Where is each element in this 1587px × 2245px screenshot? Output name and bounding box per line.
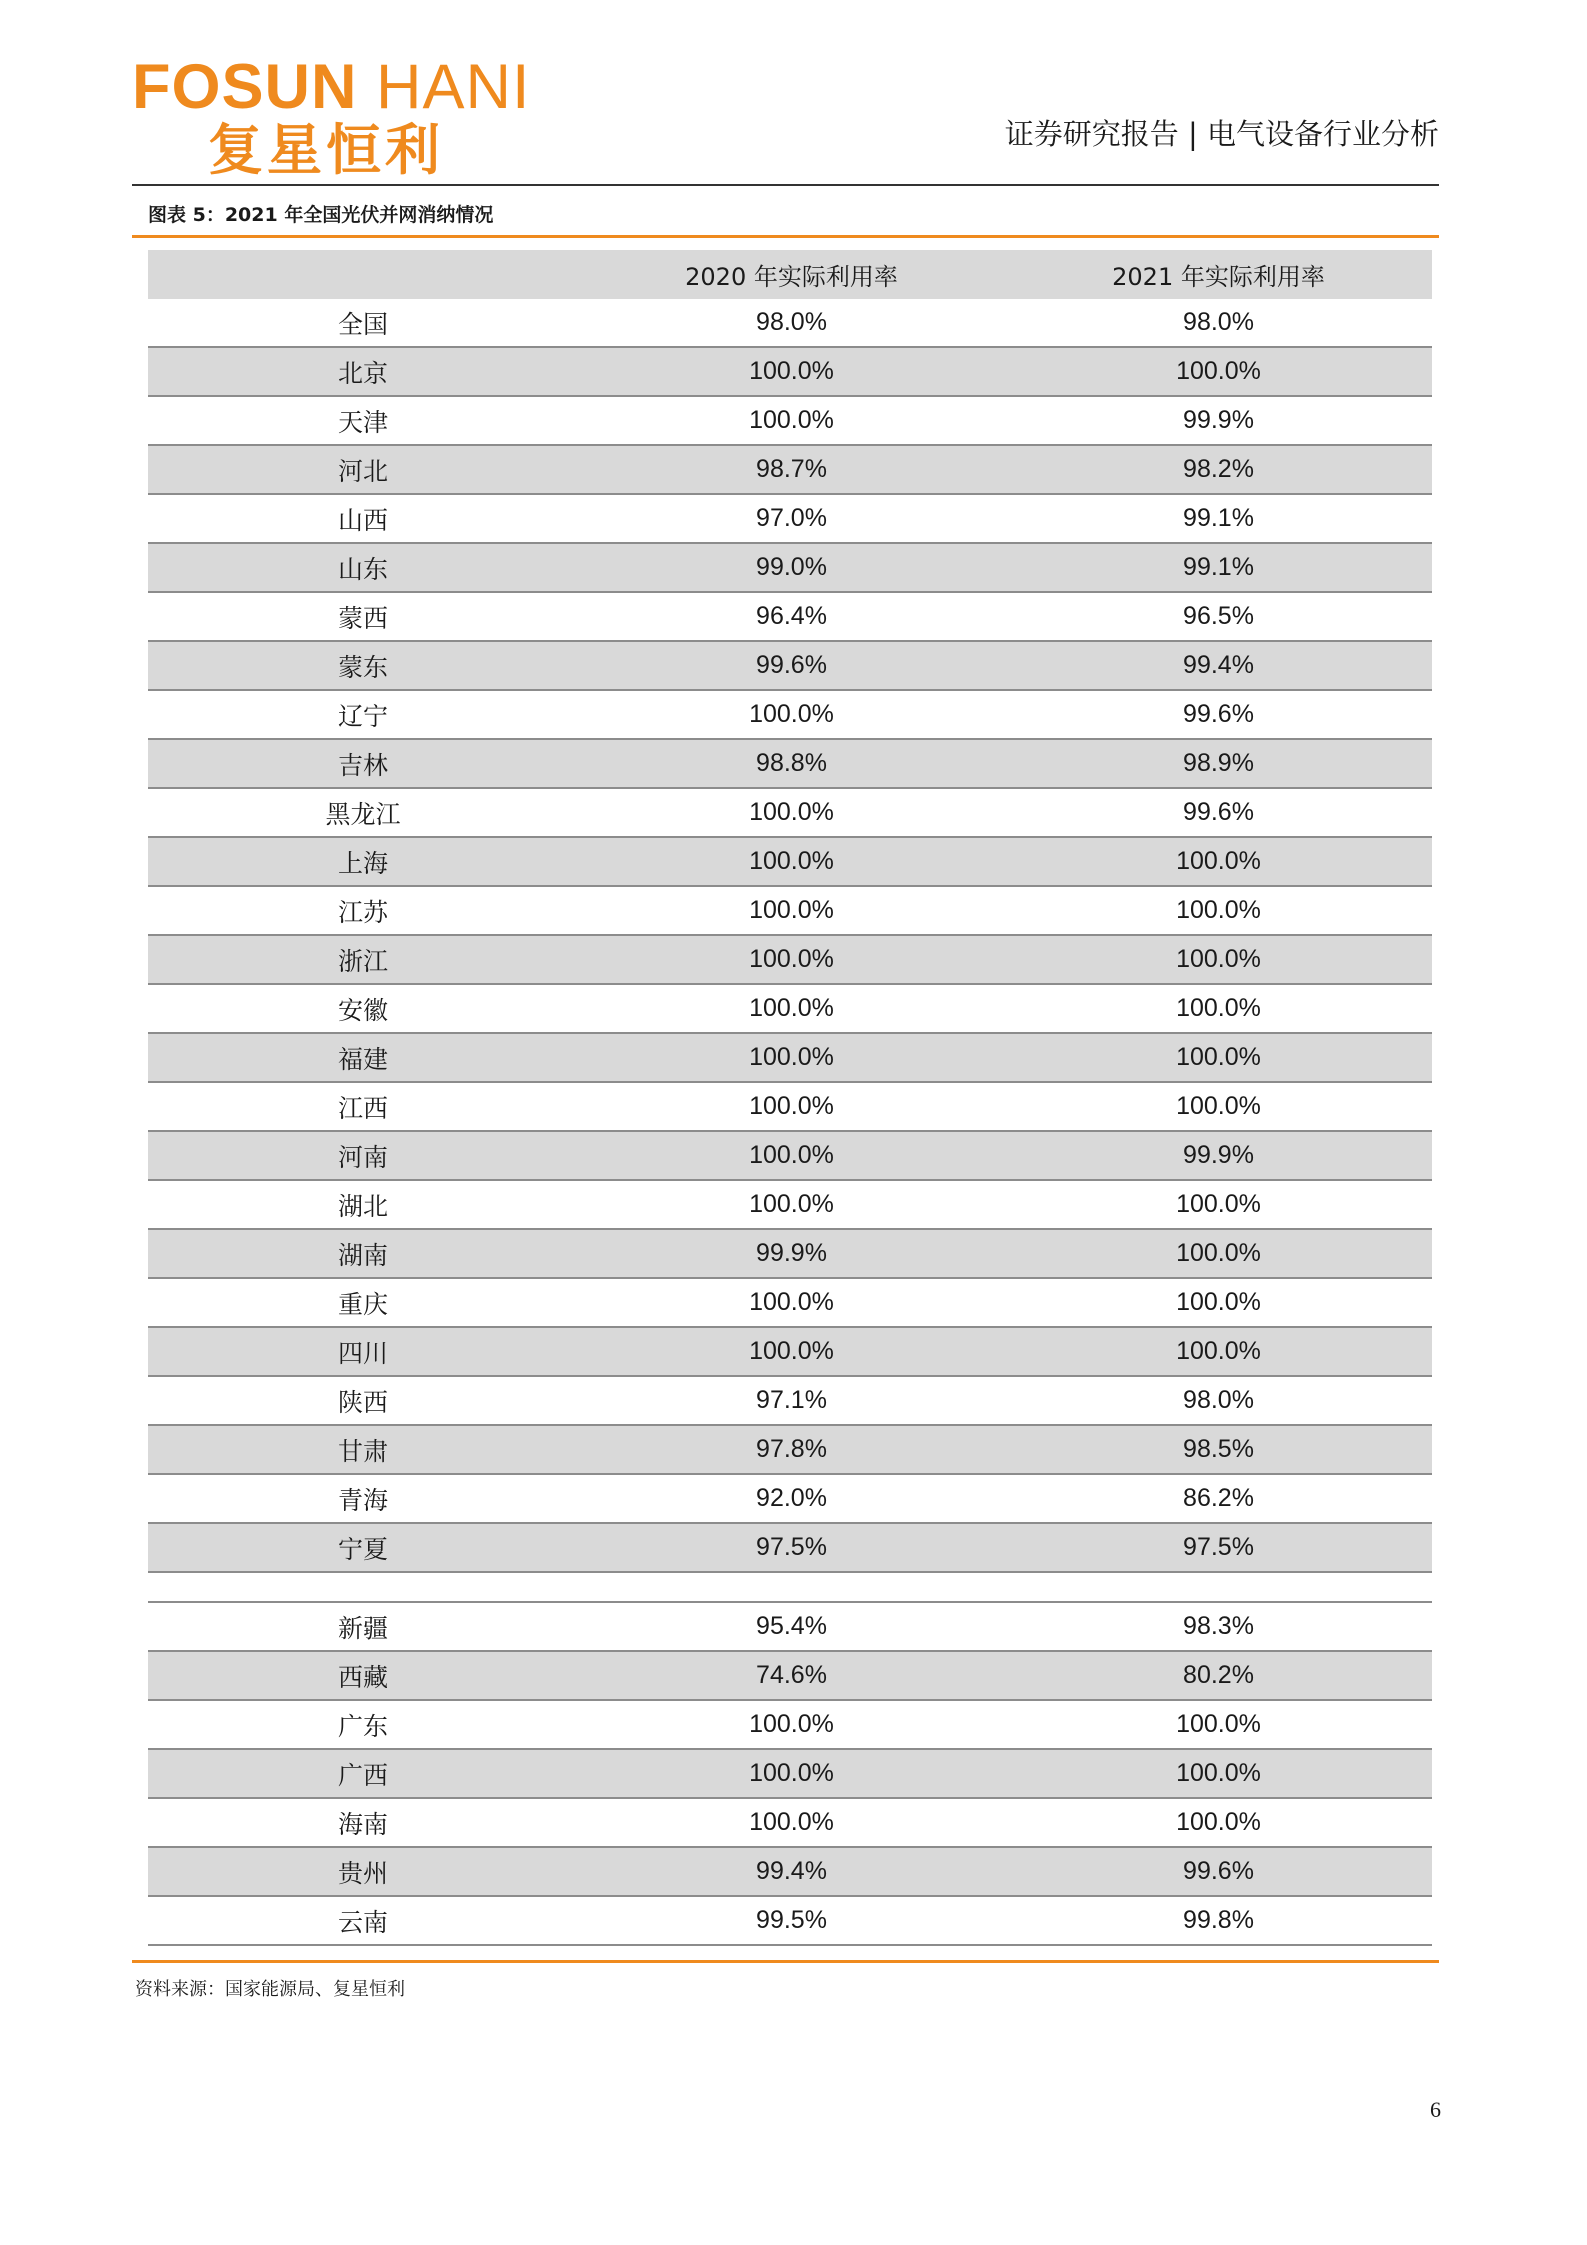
- region-cell: 贵州: [337, 1858, 388, 1888]
- value-2020-cell: 98.0%: [756, 308, 827, 336]
- region-cell: 上海: [337, 848, 388, 878]
- region-cell: 湖北: [337, 1191, 388, 1221]
- value-2020-cell: 97.0%: [756, 504, 827, 532]
- region-cell: 天津: [337, 407, 388, 437]
- value-2020-cell: 100.0%: [749, 1337, 834, 1365]
- value-2021-cell: 100.0%: [1176, 896, 1261, 924]
- value-2021-cell: 98.9%: [1183, 749, 1254, 777]
- value-2020-cell: 100.0%: [749, 896, 834, 924]
- table-row: [148, 1230, 1432, 1279]
- table-row: [148, 1034, 1432, 1083]
- region-cell: 海南: [337, 1809, 388, 1839]
- value-2020-cell: 100.0%: [749, 798, 834, 826]
- table-row: [148, 1279, 1432, 1328]
- region-cell: 蒙东: [337, 652, 388, 682]
- region-cell: 山西: [337, 505, 388, 535]
- region-cell: 吉林: [337, 750, 388, 780]
- table-row: [148, 1328, 1432, 1377]
- page-number: 6: [1430, 2097, 1441, 2122]
- header-2020: 2020 年实际利用率: [685, 263, 898, 291]
- value-2021-cell: 97.5%: [1183, 1533, 1254, 1561]
- region-cell: 江西: [337, 1093, 388, 1123]
- table-row: [148, 544, 1432, 593]
- table-row: [148, 397, 1432, 446]
- value-2021-cell: 100.0%: [1176, 357, 1261, 385]
- figure-bottom-rule: [132, 1960, 1439, 1963]
- value-2020-cell: 96.4%: [756, 602, 827, 630]
- region-cell: 湖南: [337, 1240, 388, 1270]
- figure-title: 图表 5：2021 年全国光伏并网消纳情况: [148, 204, 494, 226]
- value-2021-cell: 100.0%: [1176, 1288, 1261, 1316]
- table-row: [148, 1083, 1432, 1132]
- table-row: [148, 1181, 1432, 1230]
- region-cell: 山东: [337, 554, 388, 584]
- value-2021-cell: 100.0%: [1176, 1239, 1261, 1267]
- table-spacer-row: [148, 1573, 1432, 1603]
- region-cell: 甘肃: [337, 1436, 388, 1466]
- value-2021-cell: 100.0%: [1176, 1092, 1261, 1120]
- value-2021-cell: 98.0%: [1183, 1386, 1254, 1414]
- value-2020-cell: 100.0%: [749, 1710, 834, 1738]
- table-row: [148, 740, 1432, 789]
- value-2020-cell: 99.9%: [756, 1239, 827, 1267]
- region-cell: 新疆: [337, 1613, 388, 1643]
- region-cell: 河南: [337, 1142, 388, 1172]
- region-cell: 广西: [337, 1760, 388, 1790]
- value-2021-cell: 100.0%: [1176, 1808, 1261, 1836]
- value-2020-cell: 100.0%: [749, 945, 834, 973]
- value-2021-cell: 100.0%: [1176, 1337, 1261, 1365]
- table-row: [148, 495, 1432, 544]
- logo-hani: HANI: [376, 52, 531, 122]
- value-2020-cell: 100.0%: [749, 1092, 834, 1120]
- company-logo: [132, 54, 552, 180]
- value-2021-cell: 98.3%: [1183, 1612, 1254, 1640]
- value-2021-cell: 100.0%: [1176, 994, 1261, 1022]
- table-row: [148, 838, 1432, 887]
- region-cell: 广东: [337, 1711, 388, 1741]
- table-row: [148, 985, 1432, 1034]
- table-row: [148, 1603, 1432, 1652]
- value-2021-cell: 99.6%: [1183, 1857, 1254, 1885]
- table-row: [148, 1701, 1432, 1750]
- value-2021-cell: 100.0%: [1176, 1759, 1261, 1787]
- table-row: [148, 348, 1432, 397]
- logo-chinese: 复星恒利: [208, 118, 445, 182]
- table-row: [148, 789, 1432, 838]
- region-cell: 全国: [337, 309, 388, 339]
- region-cell: 四川: [337, 1338, 388, 1368]
- table-row: [148, 691, 1432, 740]
- value-2021-cell: 100.0%: [1176, 1043, 1261, 1071]
- table-row: [148, 936, 1432, 985]
- value-2020-cell: 97.5%: [756, 1533, 827, 1561]
- value-2021-cell: 99.6%: [1183, 798, 1254, 826]
- value-2020-cell: 100.0%: [749, 1141, 834, 1169]
- figure-top-rule: [132, 235, 1439, 238]
- value-2020-cell: 100.0%: [749, 847, 834, 875]
- value-2021-cell: 98.5%: [1183, 1435, 1254, 1463]
- table-row: [148, 1132, 1432, 1181]
- region-cell: 北京: [337, 358, 388, 388]
- table-row: [148, 1475, 1432, 1524]
- value-2020-cell: 99.4%: [756, 1857, 827, 1885]
- value-2021-cell: 100.0%: [1176, 1190, 1261, 1218]
- header-2021: 2021 年实际利用率: [1112, 263, 1325, 291]
- table-row: [148, 446, 1432, 495]
- value-2021-cell: 99.9%: [1183, 406, 1254, 434]
- value-2021-cell: 98.2%: [1183, 455, 1254, 483]
- value-2021-cell: 99.6%: [1183, 700, 1254, 728]
- value-2021-cell: 100.0%: [1176, 1710, 1261, 1738]
- region-cell: 浙江: [337, 946, 388, 976]
- logo-english: [132, 54, 552, 120]
- value-2020-cell: 99.5%: [756, 1906, 827, 1934]
- logo-fosun: FOSUN: [132, 52, 358, 122]
- table-row: [148, 1799, 1432, 1848]
- value-2020-cell: 100.0%: [749, 1759, 834, 1787]
- value-2020-cell: 98.7%: [756, 455, 827, 483]
- region-cell: 陕西: [337, 1387, 388, 1417]
- value-2021-cell: 98.0%: [1183, 308, 1254, 336]
- region-cell: 福建: [337, 1044, 388, 1074]
- table-row: [148, 1897, 1432, 1946]
- value-2020-cell: 74.6%: [756, 1661, 827, 1689]
- utilization-table: [148, 250, 1432, 1946]
- value-2020-cell: 100.0%: [749, 994, 834, 1022]
- table-row: [148, 1750, 1432, 1799]
- region-cell: 西藏: [337, 1662, 388, 1692]
- region-cell: 宁夏: [337, 1534, 388, 1564]
- table-row: [148, 1524, 1432, 1573]
- value-2020-cell: 100.0%: [749, 357, 834, 385]
- region-cell: 重庆: [337, 1289, 388, 1319]
- value-2020-cell: 100.0%: [749, 1288, 834, 1316]
- value-2021-cell: 99.1%: [1183, 553, 1254, 581]
- value-2021-cell: 96.5%: [1183, 602, 1254, 630]
- value-2021-cell: 99.1%: [1183, 504, 1254, 532]
- value-2021-cell: 100.0%: [1176, 945, 1261, 973]
- value-2020-cell: 100.0%: [749, 406, 834, 434]
- region-cell: 河北: [337, 456, 388, 486]
- region-cell: 辽宁: [337, 701, 388, 731]
- region-cell: 江苏: [337, 897, 388, 927]
- value-2021-cell: 86.2%: [1183, 1484, 1254, 1512]
- value-2021-cell: 80.2%: [1183, 1661, 1254, 1689]
- value-2020-cell: 98.8%: [756, 749, 827, 777]
- table-row: [148, 1377, 1432, 1426]
- table-row: [148, 1652, 1432, 1701]
- table-row: [148, 1426, 1432, 1475]
- source-note: 资料来源：国家能源局、复星恒利: [135, 1979, 405, 2000]
- report-header: 证券研究报告 | 电气设备行业分析: [1004, 117, 1439, 151]
- table-row: [148, 887, 1432, 936]
- region-cell: 蒙西: [337, 603, 388, 633]
- value-2021-cell: 99.9%: [1183, 1141, 1254, 1169]
- value-2020-cell: 100.0%: [749, 1190, 834, 1218]
- value-2020-cell: 99.0%: [756, 553, 827, 581]
- value-2020-cell: 92.0%: [756, 1484, 827, 1512]
- table-row: [148, 593, 1432, 642]
- value-2021-cell: 99.8%: [1183, 1906, 1254, 1934]
- value-2020-cell: 97.1%: [756, 1386, 827, 1414]
- region-cell: 青海: [337, 1485, 388, 1515]
- value-2020-cell: 97.8%: [756, 1435, 827, 1463]
- table-row: [148, 642, 1432, 691]
- table-row: [148, 1848, 1432, 1897]
- value-2021-cell: 99.4%: [1183, 651, 1254, 679]
- value-2021-cell: 100.0%: [1176, 847, 1261, 875]
- value-2020-cell: 99.6%: [756, 651, 827, 679]
- value-2020-cell: 100.0%: [749, 700, 834, 728]
- header-divider: [132, 184, 1439, 186]
- value-2020-cell: 100.0%: [749, 1043, 834, 1071]
- region-cell: 云南: [337, 1907, 388, 1937]
- table-header-row: [148, 250, 1432, 299]
- value-2020-cell: 95.4%: [756, 1612, 827, 1640]
- region-cell: 黑龙江: [325, 799, 401, 829]
- table-row: [148, 299, 1432, 348]
- region-cell: 安徽: [337, 995, 388, 1025]
- value-2020-cell: 100.0%: [749, 1808, 834, 1836]
